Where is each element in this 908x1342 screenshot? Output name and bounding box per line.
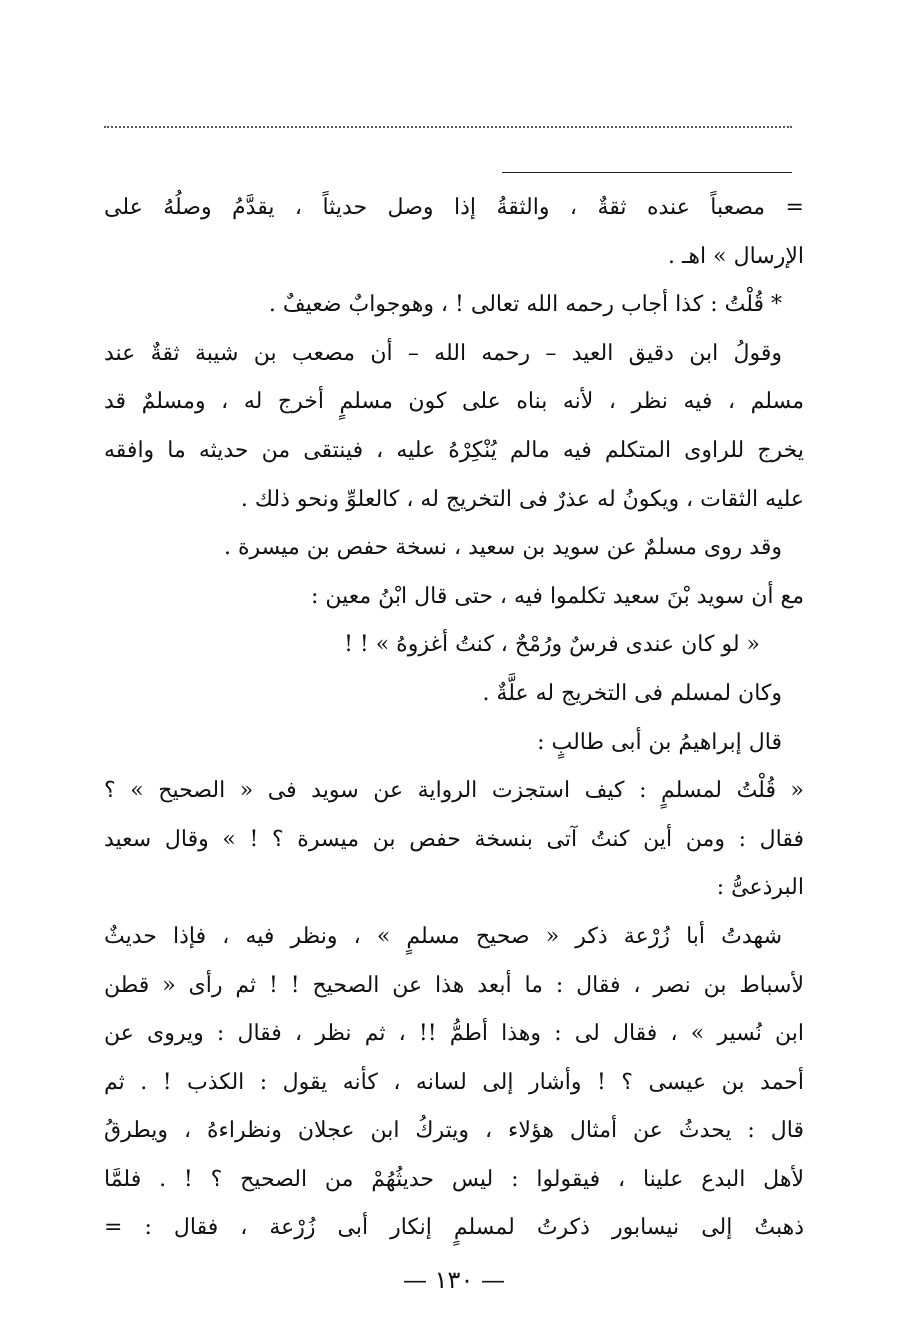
text-line: لأسباط بن نصر ، فقال : ما أبعد هذا عن الصحيح ! ! ثم رأى « قطن: [104, 972, 804, 998]
header-dotted-rule: [104, 126, 792, 128]
text-line: قال : يحدثُ عن أمثال هؤلاء ، ويتركُ ابن عجلان ونظراءهُ ، ويطرقُ: [104, 1118, 804, 1144]
text-line: فقال : ومن أين كنتُ آتى بنسخة حفص بن ميسرة ؟ ! » وقال سعيد: [104, 826, 804, 852]
text-line: ذهبتُ إلى نيسابور ذكرتُ لمسلمٍ إنكار أبى زُرْعة ، فقال : =: [104, 1215, 804, 1241]
text-line: مع أن سويد بْنَ سعيد تكلموا فيه ، حتى قال ابْنُ معين :: [310, 583, 804, 609]
page-number: — ١٣٠ —: [403, 1266, 505, 1294]
text-line: يخرج للراوى المتكلم فيه مالم يُنْكِرْهُ عليه ، فينتقى من حديثه ما وافقه: [104, 437, 804, 463]
text-line: « لو كان عندى فرسٌ ورُمْحٌ ، كنتُ أغزوهُ » ! !: [344, 632, 760, 658]
text-line: أحمد بن عيسى ؟ ! وأشار إلى لسانه ، كأنه يقول : الكذب ! . ثم: [104, 1069, 804, 1095]
text-line: مسلم ، فيه نظر ، لأنه بناه على كون مسلمٍ أخرج له ، ومسلمٌ قد: [104, 389, 804, 415]
text-line: البرذعىُّ :: [716, 875, 804, 901]
text-line: لأهل البدع علينا ، فيقولوا : ليس حديثُهُمْ من الصحيح ؟ ! . فلمَّا: [104, 1166, 804, 1192]
text-line: * قُلْتُ : كذا أجاب رحمه الله تعالى ! ، وهوجوابٌ ضعيفٌ .: [268, 292, 782, 318]
text-line: وقد روى مسلمٌ عن سويد بن سعيد ، نسخة حفص بن ميسرة .: [224, 535, 782, 561]
text-line: وقولُ ابن دقيق العيد – رحمه الله – أن مصعب بن شيبة ثقةٌ عند: [104, 340, 782, 366]
text-line: « قُلْتُ لمسلمٍ : كيف استجزت الرواية عن سويد فى « الصحيح » ؟: [104, 778, 804, 804]
text-line: ابن نُسير » ، فقال لى : وهذا أطمُّ !! ، ثم نظر ، فقال : ويروى عن: [104, 1021, 804, 1047]
text-line: قال إبراهيمُ بن أبى طالبٍ :: [537, 729, 782, 755]
text-line: عليه الثقات ، ويكونُ له عذرٌ فى التخريج له ، كالعلوِّ ونحو ذلك .: [240, 486, 804, 512]
text-line: الإرسال » اهـ .: [668, 243, 804, 269]
page-body-text: [104, 184, 804, 1253]
footnote-separator-rule: [502, 172, 792, 173]
text-line: = مصعباً عنده ثقةٌ ، والثقةُ إذا وصل حديثاً ، يقدَّمُ وصلُهُ على: [104, 195, 804, 220]
text-line: وكان لمسلم فى التخريج له علَّةٌ .: [482, 680, 782, 706]
text-line: شهدتُ أبا زُرْعة ذكر « صحيح مسلمٍ » ، ونظر فيه ، فإذا حديثٌ: [104, 923, 782, 949]
